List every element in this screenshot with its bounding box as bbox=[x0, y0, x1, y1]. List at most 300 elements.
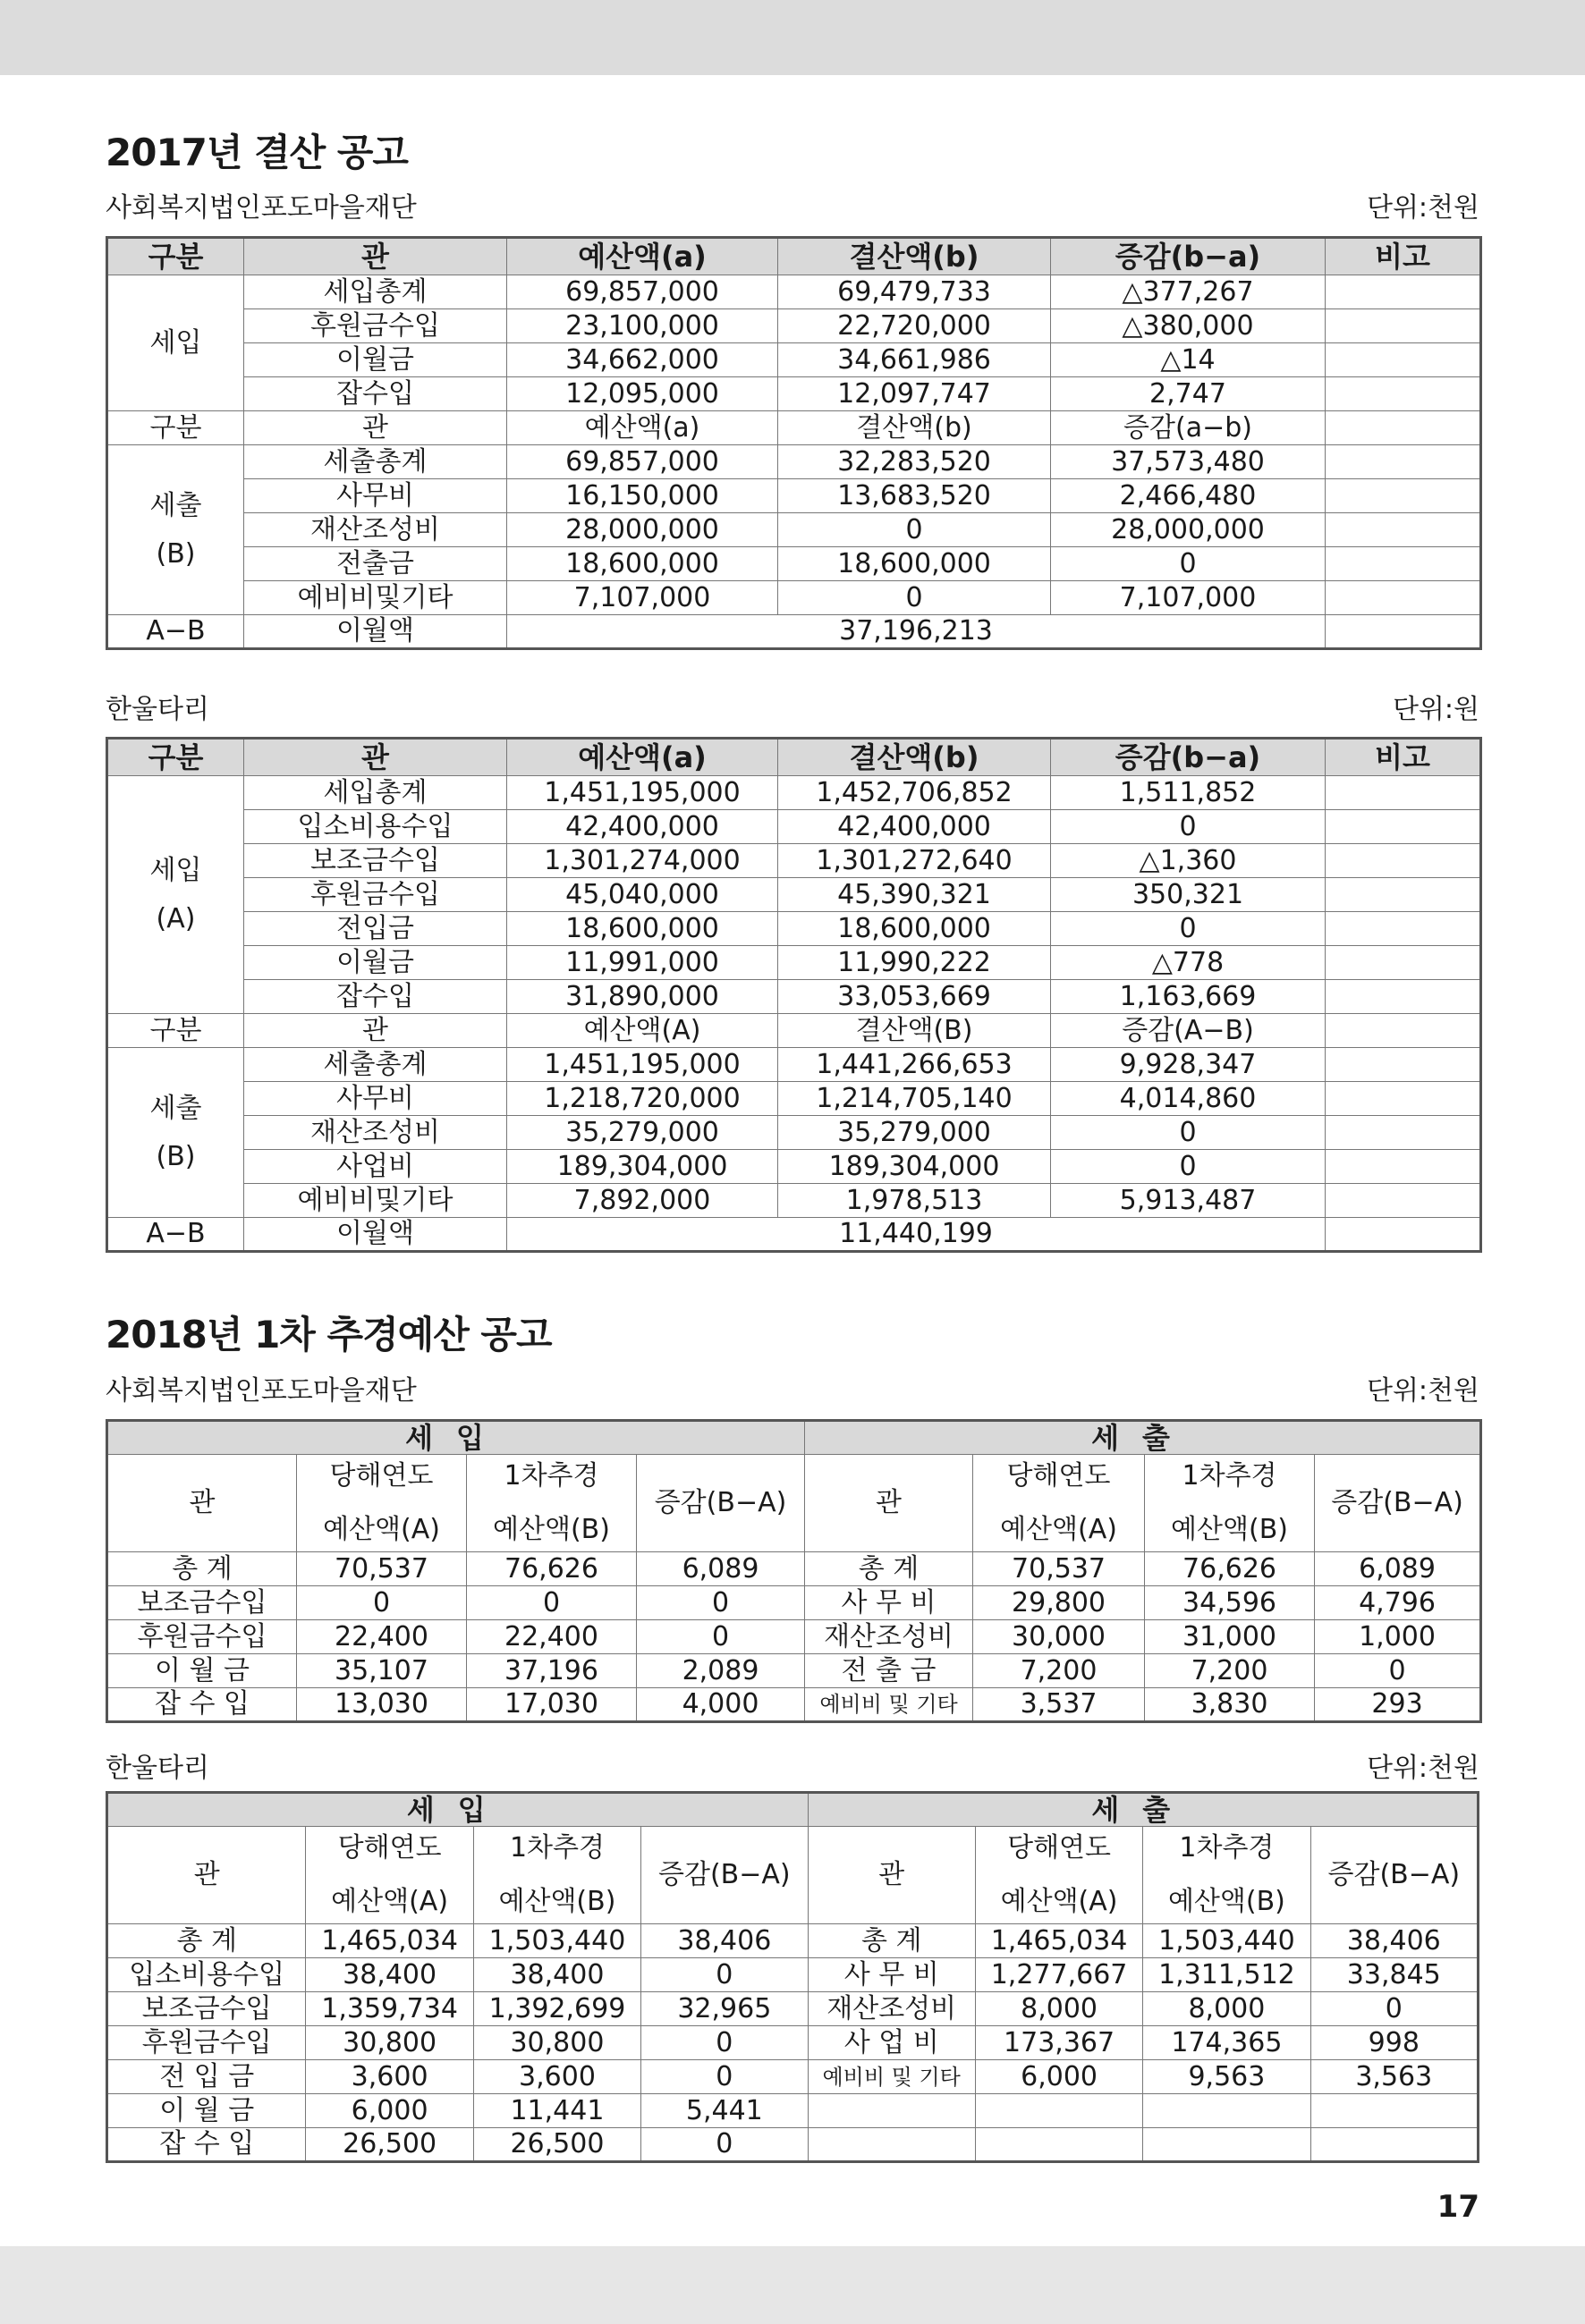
table-cell: 1,311,512 bbox=[1143, 1958, 1310, 1992]
table-cell: 이 월 금 bbox=[107, 2094, 306, 2128]
table-cell bbox=[1326, 1048, 1481, 1082]
table-cell: 31,000 bbox=[1145, 1620, 1315, 1654]
table-cell: 7,107,000 bbox=[1051, 581, 1326, 615]
table-cell: 입소비용수입 bbox=[107, 1958, 306, 1992]
table-cell: 후원금수입 bbox=[107, 1620, 297, 1654]
table-cell: 잡 수 입 bbox=[107, 1688, 297, 1722]
table-cell: 0 bbox=[778, 581, 1051, 615]
table-cell: 세출총계 bbox=[244, 445, 507, 479]
header-cell-expense: 세출 bbox=[805, 1421, 1481, 1455]
table-cell: 1,452,706,852 bbox=[778, 776, 1051, 810]
section-title-2017-settlement: 2017년 결산 공고 bbox=[106, 131, 408, 174]
table-row bbox=[107, 2026, 1479, 2060]
table-cell: 1,359,734 bbox=[306, 1992, 473, 2026]
table-cell: 42,400,000 bbox=[778, 810, 1051, 844]
header-cell: 관 bbox=[107, 1455, 297, 1552]
header-cell: 결산액(b) bbox=[778, 238, 1051, 275]
budget-table-foundation bbox=[106, 1419, 1482, 1723]
table-row bbox=[107, 2094, 1479, 2128]
table-cell: 9,928,347 bbox=[1051, 1048, 1326, 1082]
header-cell-expense: 세출 bbox=[808, 1793, 1478, 1827]
table-cell bbox=[1326, 547, 1481, 581]
table-cell: 결산액(B) bbox=[778, 1014, 1051, 1048]
table-cell: 0 bbox=[1051, 912, 1326, 946]
table-cell: 7,200 bbox=[1145, 1654, 1315, 1688]
table-cell: 보조금수입 bbox=[107, 1992, 306, 2026]
table-cell: 이월액 bbox=[244, 1218, 507, 1252]
table-cell: 22,400 bbox=[297, 1620, 467, 1654]
header-cell: 구분 bbox=[107, 739, 244, 776]
table-cell: 37,573,480 bbox=[1051, 445, 1326, 479]
header-cell: 관 bbox=[808, 1827, 975, 1924]
table-cell: 4,796 bbox=[1315, 1586, 1481, 1620]
table-cell: 사 업 비 bbox=[808, 2026, 975, 2060]
table-cell: 이월금 bbox=[244, 946, 507, 980]
table-cell: 33,053,669 bbox=[778, 980, 1051, 1014]
table-row-carryover bbox=[107, 615, 1481, 649]
table-cell: 37,196,213 bbox=[507, 615, 1326, 649]
table-cell: 1,218,720,000 bbox=[507, 1082, 778, 1116]
table-cell: 0 bbox=[641, 2128, 808, 2162]
table-header-row bbox=[107, 1421, 1481, 1455]
table-cell: 174,365 bbox=[1143, 2026, 1310, 2060]
table-cell: 173,367 bbox=[975, 2026, 1142, 2060]
table-cell: 45,390,321 bbox=[778, 878, 1051, 912]
header-cell: 당해연도 예산액(A) bbox=[975, 1827, 1142, 1924]
expense-group-label: 세출 (B) bbox=[107, 1048, 244, 1218]
table-cell: 28,000,000 bbox=[1051, 513, 1326, 547]
table-cell: 35,279,000 bbox=[507, 1116, 778, 1150]
table-cell: 76,626 bbox=[467, 1552, 637, 1586]
table-cell: 30,800 bbox=[306, 2026, 473, 2060]
table-cell bbox=[975, 2094, 1142, 2128]
table-cell: 0 bbox=[1051, 810, 1326, 844]
table-cell: 1,978,513 bbox=[778, 1184, 1051, 1218]
table-header-row bbox=[107, 238, 1481, 275]
table-cell: 35,279,000 bbox=[778, 1116, 1051, 1150]
table-cell bbox=[1326, 581, 1481, 615]
header-cell: 관 bbox=[244, 739, 507, 776]
table-cell: 6,089 bbox=[637, 1552, 805, 1586]
table-cell: 4,000 bbox=[637, 1688, 805, 1722]
table-cell: 8,000 bbox=[975, 1992, 1142, 2026]
table-cell: 189,304,000 bbox=[507, 1150, 778, 1184]
budget-table-hanultari bbox=[106, 1791, 1479, 2163]
header-cell: 당해연도 예산액(A) bbox=[306, 1827, 473, 1924]
table-cell: 잡 수 입 bbox=[107, 2128, 306, 2162]
table-cell: 0 bbox=[1315, 1654, 1481, 1688]
table-cell: 189,304,000 bbox=[778, 1150, 1051, 1184]
table-cell: 3,600 bbox=[473, 2060, 640, 2094]
unit-label: 단위:천원 bbox=[1366, 1753, 1479, 1784]
table-cell: 보조금수입 bbox=[244, 844, 507, 878]
table-row bbox=[107, 1184, 1481, 1218]
table-cell: 30,800 bbox=[473, 2026, 640, 2060]
table-cell: 11,990,222 bbox=[778, 946, 1051, 980]
table-cell bbox=[1326, 844, 1481, 878]
header-cell: 증감(B−A) bbox=[1310, 1827, 1478, 1924]
table-cell: 1,000 bbox=[1315, 1620, 1481, 1654]
table-cell bbox=[1143, 2128, 1310, 2162]
section-title-2018-budget: 2018년 1차 추경예산 공고 bbox=[106, 1313, 552, 1356]
table-cell: 잡수입 bbox=[244, 980, 507, 1014]
table-cell: 0 bbox=[641, 1958, 808, 1992]
table-cell: 16,150,000 bbox=[507, 479, 778, 513]
table-cell: 45,040,000 bbox=[507, 878, 778, 912]
table-cell: 사무비 bbox=[244, 479, 507, 513]
top-band bbox=[0, 0, 1585, 75]
table-cell: 후원금수입 bbox=[244, 309, 507, 343]
table-cell: 총 계 bbox=[805, 1552, 973, 1586]
table-cell: 총 계 bbox=[107, 1552, 297, 1586]
header-cell: 예산액(a) bbox=[507, 739, 778, 776]
table-cell: 세출총계 bbox=[244, 1048, 507, 1082]
table-cell: 6,089 bbox=[1315, 1552, 1481, 1586]
table-cell: 전 출 금 bbox=[805, 1654, 973, 1688]
table-cell: 33,845 bbox=[1310, 1958, 1478, 1992]
table-cell bbox=[808, 2094, 975, 2128]
table-cell: 구분 bbox=[107, 411, 244, 445]
table-cell: 0 bbox=[1310, 1992, 1478, 2026]
table-row bbox=[107, 1048, 1481, 1082]
table-cell: 6,000 bbox=[306, 2094, 473, 2128]
table-row bbox=[107, 343, 1481, 377]
table-cell: 3,830 bbox=[1145, 1688, 1315, 1722]
table-cell: 1,301,272,640 bbox=[778, 844, 1051, 878]
table-row bbox=[107, 878, 1481, 912]
table-cell: 293 bbox=[1315, 1688, 1481, 1722]
table-cell: 11,441 bbox=[473, 2094, 640, 2128]
table-cell: 35,107 bbox=[297, 1654, 467, 1688]
unit-label: 단위:천원 bbox=[1366, 192, 1479, 224]
table-cell: 전출금 bbox=[244, 547, 507, 581]
table-cell: 예비비 및 기타 bbox=[808, 2060, 975, 2094]
table-row bbox=[107, 1586, 1481, 1620]
header-cell: 증감(B−A) bbox=[641, 1827, 808, 1924]
header-cell: 관 bbox=[107, 1827, 306, 1924]
table-cell: 관 bbox=[244, 411, 507, 445]
table-row bbox=[107, 2128, 1479, 2162]
table-cell: 13,030 bbox=[297, 1688, 467, 1722]
table-cell: 0 bbox=[778, 513, 1051, 547]
table-cell: 34,661,986 bbox=[778, 343, 1051, 377]
table-row bbox=[107, 1150, 1481, 1184]
table-cell: 3,537 bbox=[973, 1688, 1145, 1722]
table-cell: 22,720,000 bbox=[778, 309, 1051, 343]
table-row bbox=[107, 776, 1481, 810]
table-cell: 1,503,440 bbox=[473, 1924, 640, 1958]
header-cell: 당해연도 예산액(A) bbox=[297, 1455, 467, 1552]
table-cell: 4,014,860 bbox=[1051, 1082, 1326, 1116]
table-cell bbox=[1326, 445, 1481, 479]
header-cell: 비고 bbox=[1326, 238, 1481, 275]
settlement-table-foundation bbox=[106, 236, 1482, 650]
table-row bbox=[107, 946, 1481, 980]
table-cell bbox=[1326, 946, 1481, 980]
table-cell bbox=[1326, 980, 1481, 1014]
table-cell: 재산조성비 bbox=[805, 1620, 973, 1654]
header-cell: 관 bbox=[244, 238, 507, 275]
table-cell: 총 계 bbox=[808, 1924, 975, 1958]
table-cell: 1,214,705,140 bbox=[778, 1082, 1051, 1116]
table-cell: 8,000 bbox=[1143, 1992, 1310, 2026]
table-row bbox=[107, 844, 1481, 878]
table-cell: 38,406 bbox=[641, 1924, 808, 1958]
table-cell bbox=[1326, 878, 1481, 912]
table-cell: 1,465,034 bbox=[306, 1924, 473, 1958]
table-row bbox=[107, 980, 1481, 1014]
table-cell bbox=[1326, 1218, 1481, 1252]
header-cell-income: 세입 bbox=[107, 1793, 809, 1827]
table-cell: 26,500 bbox=[473, 2128, 640, 2162]
header-cell: 증감(B−A) bbox=[1315, 1455, 1481, 1552]
table-cell: 1,441,266,653 bbox=[778, 1048, 1051, 1082]
table-cell: 1,163,669 bbox=[1051, 980, 1326, 1014]
table-cell: 0 bbox=[1051, 1150, 1326, 1184]
table-cell: 입소비용수입 bbox=[244, 810, 507, 844]
table-cell bbox=[1310, 2094, 1478, 2128]
table-cell: 37,196 bbox=[467, 1654, 637, 1688]
table-cell: A−B bbox=[107, 1218, 244, 1252]
table-cell bbox=[808, 2128, 975, 2162]
table-cell bbox=[1326, 615, 1481, 649]
table-cell: 70,537 bbox=[297, 1552, 467, 1586]
table-cell: 보조금수입 bbox=[107, 1586, 297, 1620]
table-row bbox=[107, 547, 1481, 581]
table-row bbox=[107, 1552, 1481, 1586]
header-cell: 구분 bbox=[107, 238, 244, 275]
table-row bbox=[107, 309, 1481, 343]
table-cell: 69,857,000 bbox=[507, 275, 778, 309]
table-row bbox=[107, 581, 1481, 615]
table-subheader-row bbox=[107, 1827, 1479, 1924]
table-cell: A−B bbox=[107, 615, 244, 649]
table-cell bbox=[1326, 1150, 1481, 1184]
table-cell: 총 계 bbox=[107, 1924, 306, 1958]
header-cell: 관 bbox=[805, 1455, 973, 1552]
income-group-label: 세입 bbox=[107, 275, 244, 411]
table-cell: 결산액(b) bbox=[778, 411, 1051, 445]
table-cell: 6,000 bbox=[975, 2060, 1142, 2094]
org-name-hanultari: 한울타리 bbox=[106, 694, 209, 725]
table-cell: 22,400 bbox=[467, 1620, 637, 1654]
table-cell: 전 입 금 bbox=[107, 2060, 306, 2094]
table-cell bbox=[1326, 1014, 1481, 1048]
table-cell: 1,511,852 bbox=[1051, 776, 1326, 810]
table-cell: 18,600,000 bbox=[507, 547, 778, 581]
header-cell-income: 세입 bbox=[107, 1421, 805, 1455]
table-cell bbox=[1326, 377, 1481, 411]
table-cell bbox=[1326, 411, 1481, 445]
table-cell: △377,267 bbox=[1051, 275, 1326, 309]
table-cell bbox=[1326, 479, 1481, 513]
bottom-band bbox=[0, 2246, 1585, 2324]
header-cell: 1차추경 예산액(B) bbox=[467, 1455, 637, 1552]
table-cell: 이월액 bbox=[244, 615, 507, 649]
table-cell: 사 무 비 bbox=[808, 1958, 975, 1992]
table-cell: 1,465,034 bbox=[975, 1924, 1142, 1958]
table-cell bbox=[1326, 1184, 1481, 1218]
table-cell: 0 bbox=[467, 1586, 637, 1620]
table-cell: 예산액(A) bbox=[507, 1014, 778, 1048]
table-cell: 이 월 금 bbox=[107, 1654, 297, 1688]
table-cell: 69,479,733 bbox=[778, 275, 1051, 309]
table-cell: 9,563 bbox=[1143, 2060, 1310, 2094]
table-cell: 재산조성비 bbox=[244, 513, 507, 547]
table-subheader-row bbox=[107, 411, 1481, 445]
table-cell: 38,400 bbox=[473, 1958, 640, 1992]
header-cell: 증감(B−A) bbox=[637, 1455, 805, 1552]
table-cell: 사업비 bbox=[244, 1150, 507, 1184]
table-cell: 1,503,440 bbox=[1143, 1924, 1310, 1958]
table-row bbox=[107, 1620, 1481, 1654]
table-cell bbox=[1310, 2128, 1478, 2162]
table-cell: 예비비및기타 bbox=[244, 1184, 507, 1218]
header-cell: 1차추경 예산액(B) bbox=[1143, 1827, 1310, 1924]
table-cell bbox=[1326, 1082, 1481, 1116]
income-group-label: 세입 (A) bbox=[107, 776, 244, 1014]
table-cell: 재산조성비 bbox=[244, 1116, 507, 1150]
table-cell: 2,747 bbox=[1051, 377, 1326, 411]
table-row bbox=[107, 513, 1481, 547]
table-cell bbox=[1326, 513, 1481, 547]
table-cell: 29,800 bbox=[973, 1586, 1145, 1620]
header-cell: 1차추경 예산액(B) bbox=[1145, 1455, 1315, 1552]
table-cell: 재산조성비 bbox=[808, 1992, 975, 2026]
table-cell: 구분 bbox=[107, 1014, 244, 1048]
table-row bbox=[107, 1654, 1481, 1688]
table-cell: 1,451,195,000 bbox=[507, 776, 778, 810]
table-cell: 11,991,000 bbox=[507, 946, 778, 980]
header-cell: 1차추경 예산액(B) bbox=[473, 1827, 640, 1924]
table-row bbox=[107, 810, 1481, 844]
table-cell: 0 bbox=[1051, 547, 1326, 581]
table-cell: △1,360 bbox=[1051, 844, 1326, 878]
table-cell: 1,451,195,000 bbox=[507, 1048, 778, 1082]
table-cell: 증감(a−b) bbox=[1051, 411, 1326, 445]
table-cell bbox=[1143, 2094, 1310, 2128]
table-cell: △380,000 bbox=[1051, 309, 1326, 343]
org-name-foundation: 사회복지법인포도마을재단 bbox=[106, 1375, 417, 1407]
table-cell: 3,600 bbox=[306, 2060, 473, 2094]
table-cell: 0 bbox=[637, 1586, 805, 1620]
table-row bbox=[107, 1116, 1481, 1150]
table-cell: 7,892,000 bbox=[507, 1184, 778, 1218]
org-name-hanultari: 한울타리 bbox=[106, 1753, 209, 1784]
table-row bbox=[107, 275, 1481, 309]
table-cell: 11,440,199 bbox=[507, 1218, 1326, 1252]
expense-group-label: 세출 (B) bbox=[107, 445, 244, 615]
table-cell: 998 bbox=[1310, 2026, 1478, 2060]
table-cell: 후원금수입 bbox=[244, 878, 507, 912]
table-cell: 세입총계 bbox=[244, 776, 507, 810]
table-cell: △14 bbox=[1051, 343, 1326, 377]
table-cell: 31,890,000 bbox=[507, 980, 778, 1014]
table-cell bbox=[1326, 343, 1481, 377]
table-cell: 28,000,000 bbox=[507, 513, 778, 547]
table-cell: 예비비 및 기타 bbox=[805, 1688, 973, 1722]
table-cell: 76,626 bbox=[1145, 1552, 1315, 1586]
page-number: 17 bbox=[1437, 2189, 1479, 2225]
header-cell: 예산액(a) bbox=[507, 238, 778, 275]
table-cell: 0 bbox=[1051, 1116, 1326, 1150]
unit-label: 단위:천원 bbox=[1366, 1375, 1479, 1407]
table-row bbox=[107, 1958, 1479, 1992]
table-cell: 7,200 bbox=[973, 1654, 1145, 1688]
table-row-carryover bbox=[107, 1218, 1481, 1252]
table-cell: 0 bbox=[641, 2060, 808, 2094]
table-cell bbox=[1326, 912, 1481, 946]
table-cell: 34,662,000 bbox=[507, 343, 778, 377]
table-cell: 예비비및기타 bbox=[244, 581, 507, 615]
table-cell: 2,466,480 bbox=[1051, 479, 1326, 513]
table-row bbox=[107, 377, 1481, 411]
header-cell: 증감(b−a) bbox=[1051, 238, 1326, 275]
table-cell: 1,301,274,000 bbox=[507, 844, 778, 878]
table-cell bbox=[1326, 1116, 1481, 1150]
table-cell: 0 bbox=[641, 2026, 808, 2060]
table-cell: 사 무 비 bbox=[805, 1586, 973, 1620]
table-cell: 34,596 bbox=[1145, 1586, 1315, 1620]
table-cell: 후원금수입 bbox=[107, 2026, 306, 2060]
table-cell: 12,095,000 bbox=[507, 377, 778, 411]
table-cell bbox=[1326, 776, 1481, 810]
table-cell: 18,600,000 bbox=[507, 912, 778, 946]
table-cell: 5,441 bbox=[641, 2094, 808, 2128]
table-cell: 증감(A−B) bbox=[1051, 1014, 1326, 1048]
settlement-table-hanultari bbox=[106, 737, 1482, 1253]
table-cell: 세입총계 bbox=[244, 275, 507, 309]
table-cell: 예산액(a) bbox=[507, 411, 778, 445]
table-row bbox=[107, 1992, 1479, 2026]
table-cell: 18,600,000 bbox=[778, 547, 1051, 581]
table-cell bbox=[1326, 275, 1481, 309]
table-cell: 0 bbox=[637, 1620, 805, 1654]
table-subheader-row bbox=[107, 1014, 1481, 1048]
table-cell: 32,283,520 bbox=[778, 445, 1051, 479]
table-cell: 2,089 bbox=[637, 1654, 805, 1688]
unit-label: 단위:원 bbox=[1392, 694, 1479, 725]
table-cell: 사무비 bbox=[244, 1082, 507, 1116]
table-cell: 1,277,667 bbox=[975, 1958, 1142, 1992]
table-cell: 이월금 bbox=[244, 343, 507, 377]
header-cell: 결산액(b) bbox=[778, 739, 1051, 776]
table-cell: 38,400 bbox=[306, 1958, 473, 1992]
table-cell: 32,965 bbox=[641, 1992, 808, 2026]
table-cell: 13,683,520 bbox=[778, 479, 1051, 513]
table-cell: △778 bbox=[1051, 946, 1326, 980]
table-cell: 18,600,000 bbox=[778, 912, 1051, 946]
table-cell: 전입금 bbox=[244, 912, 507, 946]
header-cell: 당해연도 예산액(A) bbox=[973, 1455, 1145, 1552]
table-cell: 42,400,000 bbox=[507, 810, 778, 844]
table-row bbox=[107, 2060, 1479, 2094]
table-cell: 0 bbox=[297, 1586, 467, 1620]
table-cell: 70,537 bbox=[973, 1552, 1145, 1586]
table-cell: 1,392,699 bbox=[473, 1992, 640, 2026]
table-subheader-row bbox=[107, 1455, 1481, 1552]
table-header-row bbox=[107, 739, 1481, 776]
header-cell: 비고 bbox=[1326, 739, 1481, 776]
table-cell: 30,000 bbox=[973, 1620, 1145, 1654]
table-cell: 12,097,747 bbox=[778, 377, 1051, 411]
table-cell: 38,406 bbox=[1310, 1924, 1478, 1958]
table-cell: 17,030 bbox=[467, 1688, 637, 1722]
table-row bbox=[107, 479, 1481, 513]
table-cell: 69,857,000 bbox=[507, 445, 778, 479]
table-cell: 잡수입 bbox=[244, 377, 507, 411]
table-cell: 5,913,487 bbox=[1051, 1184, 1326, 1218]
